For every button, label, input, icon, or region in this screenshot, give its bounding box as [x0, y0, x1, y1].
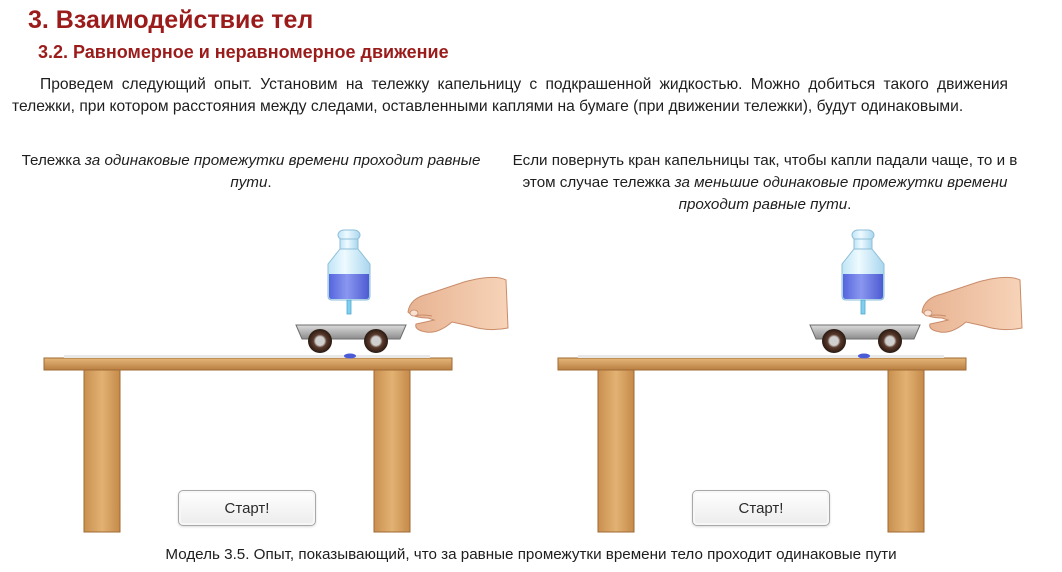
- left-dropper-bottle: [328, 230, 370, 314]
- right-cart: [810, 325, 920, 353]
- page-title: 3. Взаимодействие тел: [28, 6, 314, 34]
- left-drop-mark: [344, 354, 356, 359]
- right-hand: [922, 277, 1022, 332]
- right-caption-end: .: [847, 196, 852, 213]
- left-cart: [296, 325, 406, 353]
- section-subtitle: 3.2. Равномерное и неравномерное движение: [38, 42, 449, 62]
- left-caption-end: .: [267, 174, 272, 191]
- right-caption-italic: за меньшие одинаковые промежутки времени проходит равные пути: [674, 174, 1008, 213]
- intro-paragraph: Проведем следующий опыт. Установим на тележку капельницу с подкрашенной жидкостью. Можно добиться такого движения тележки, при котором расстояния между следами, оставленными каплями на бумаге (при движении тележки), будут одинаковыми.: [12, 76, 1008, 115]
- left-caption-plain: Тележка: [21, 152, 85, 169]
- left-caption-italic: за одинаковые промежутки времени проходит равные пути: [84, 152, 481, 191]
- left-hand: [408, 277, 508, 332]
- right-caption-plain: Если повернуть кран капельницы так, чтобы капли падали чаще, то и в этом случае тележка: [512, 152, 1018, 191]
- right-drop-mark: [858, 354, 870, 359]
- model-caption: Модель 3.5. Опыт, показывающий, что за равные промежутки времени тело проходит одинаковые пути: [165, 546, 897, 563]
- left-start-button[interactable]: Старт!: [178, 490, 316, 526]
- right-dropper-bottle: [842, 230, 884, 314]
- left-experiment: [44, 230, 508, 532]
- right-start-button[interactable]: Старт!: [692, 490, 830, 526]
- right-experiment: [558, 230, 1022, 532]
